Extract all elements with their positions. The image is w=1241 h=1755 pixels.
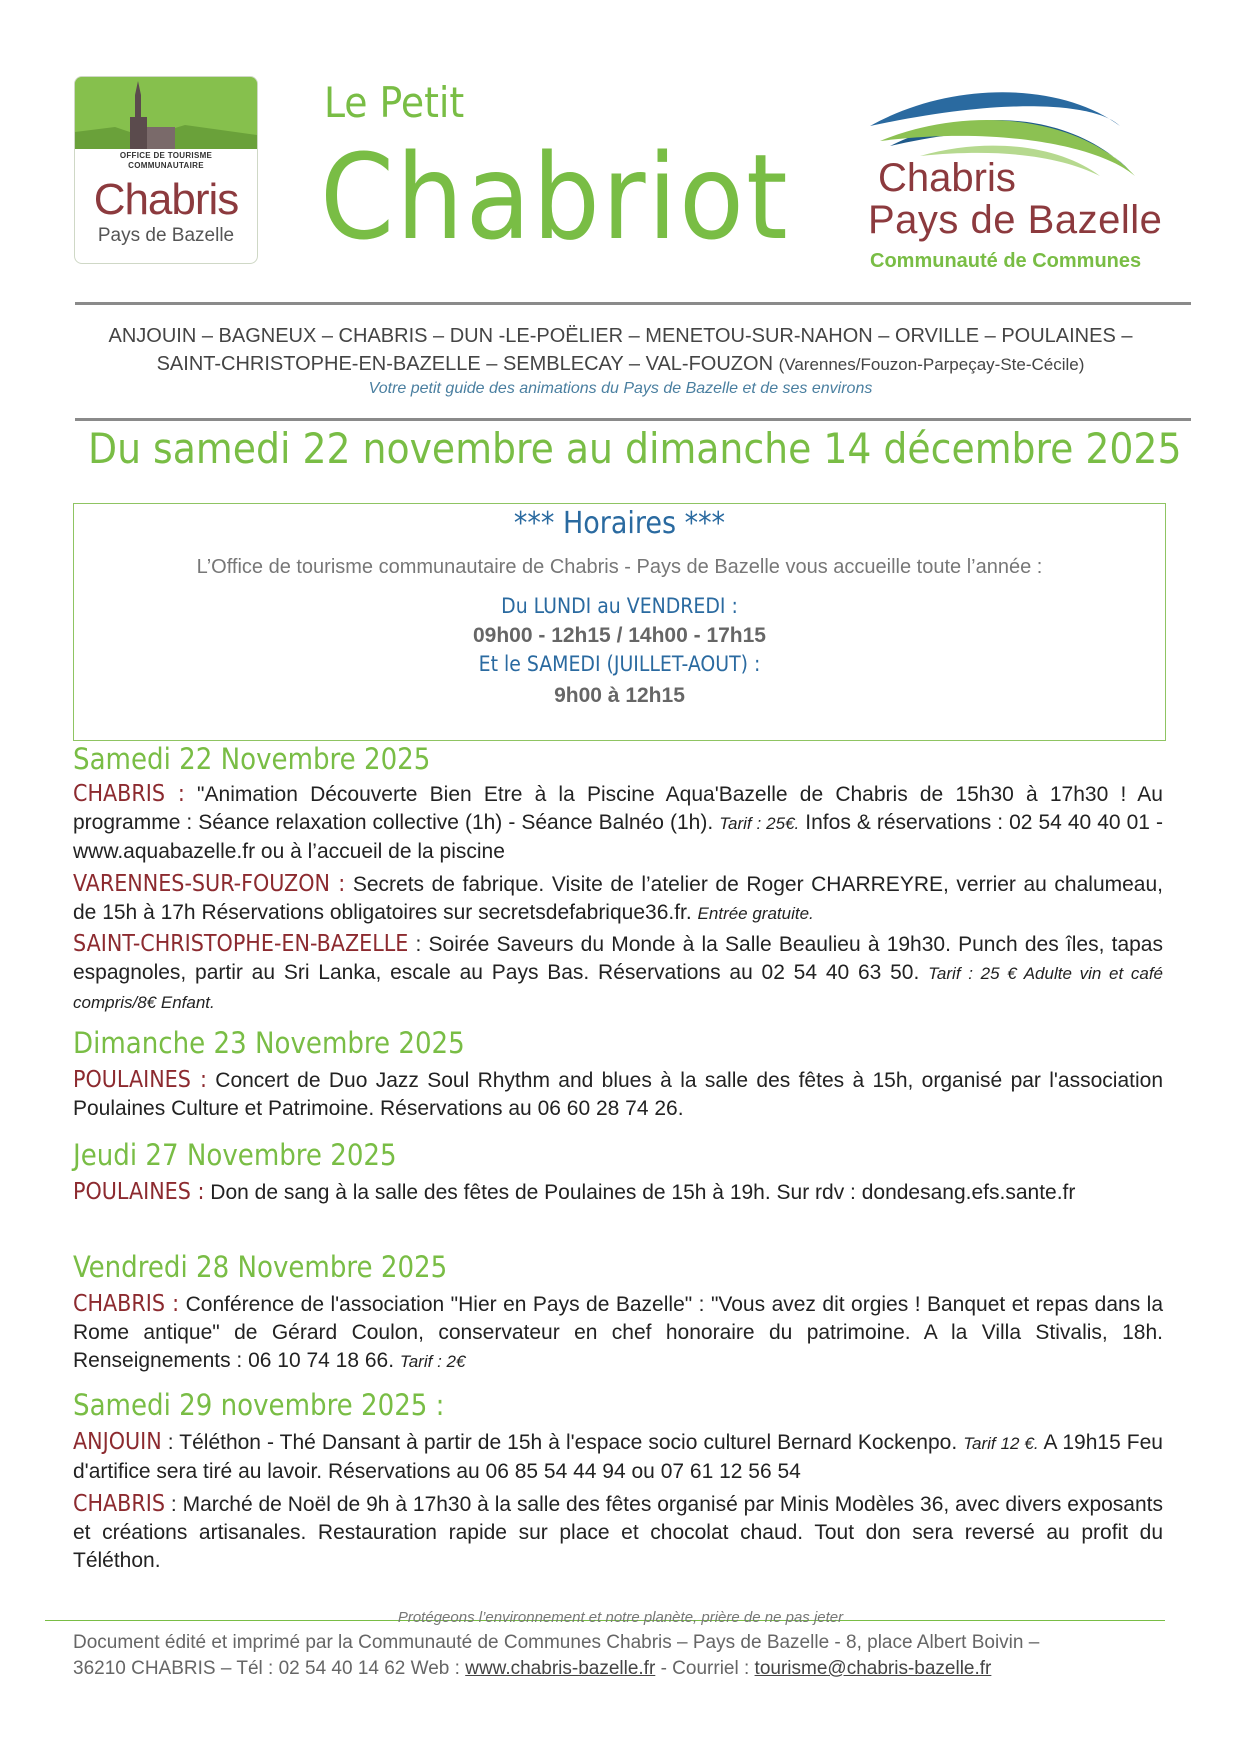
event-item: CHABRIS : "Animation Découverte Bien Etre à la Piscine Aqua'Bazelle de Chabris de 15h30 à 17h30 ! Au programme : Séance relaxation collective (1h) - Séance Balnéo (1h). Tarif : 25€. Infos & réservations : 02 54 40 40 01 - www.aquabazelle.fr ou à l’accueil de la piscine — [73, 781, 1164, 863]
date-range: Du samedi 22 novembre au dimanche 14 décembre 2025 — [88, 424, 1182, 473]
day-title: Dimanche 23 Novembre 2025 — [73, 1026, 465, 1060]
communaute-logo — [860, 86, 1180, 276]
hours-saturday-label: Et le SAMEDI (JUILLET-AOUT) : — [478, 652, 761, 676]
logo-chabris-name: Chabris — [93, 175, 239, 224]
title-chabriot: Chabriot — [320, 128, 790, 266]
hours-weekday-label: Du LUNDI au VENDREDI : — [501, 594, 738, 618]
logo-right-chabris: Chabris — [878, 156, 1016, 200]
office-tourisme-logo — [74, 76, 258, 264]
date-divider — [75, 418, 1191, 421]
logo-pays-label: Pays de Bazelle — [97, 225, 235, 246]
event-item: POULAINES : Don de sang à la salle des fêtes de Poulaines de 15h à 19h. Sur rdv : dondesang.efs.sante.fr — [73, 1179, 1076, 1205]
communes-list: ANJOUIN – BAGNEUX – CHABRIS – DUN -LE-POËLIER – MENETOU-SUR-NAHON – ORVILLE – POULAINES – SAINT-CHRISTOPHE-EN-BAZELLE – SEMBLECAY – VAL-FOUZON (Varennes/Fouzon-Parpeçay-Ste-Cécile) — [108, 325, 1133, 375]
website-link[interactable]: www.chabris-bazelle.fr — [465, 1658, 656, 1679]
event-item: VARENNES-SUR-FOUZON : Secrets de fabrique. Visite de l’atelier de Roger CHARREYRE, verrier au chalumeau, de 15h à 17h Réservations obligatoires sur secretsdefabrique36.fr. Entrée gratuite. — [73, 871, 1163, 924]
logo-office-label: OFFICE DE TOURISME COMMUNAUTAIRE — [119, 151, 213, 170]
logo-right-pays: Pays de Bazelle — [868, 198, 1163, 242]
day-title: Vendredi 28 Novembre 2025 — [73, 1250, 448, 1284]
email-link[interactable]: tourisme@chabris-bazelle.fr — [754, 1658, 992, 1679]
event-item: SAINT-CHRISTOPHE-EN-BAZELLE : Soirée Saveurs du Monde à la Salle Beaulieu à 19h30. Punch des îles, tapas espagnoles, partir au Sri Lanka, escale au Pays Bas. Réservations au 02 54 40 63 50. Tarif : 25 € Adulte vin et café compris/8€ Enfant. — [73, 931, 1163, 1012]
footer-eco-note: Protégeons l’environnement et notre planète, prière de ne pas jeter — [397, 1609, 844, 1626]
day-title: Samedi 22 Novembre 2025 — [73, 742, 431, 776]
day-title: Samedi 29 novembre 2025 : — [73, 1388, 445, 1422]
hours-title: *** Horaires *** — [513, 506, 726, 541]
hours-intro: L’Office de tourisme communautaire de Chabris - Pays de Bazelle vous accueille toute l’année : — [196, 556, 1043, 578]
tagline: Votre petit guide des animations du Pays de Bazelle et de ses environs — [368, 380, 873, 397]
event-item: CHABRIS : Marché de Noël de 9h à 17h30 à la salle des fêtes organisé par Minis Modèles 36, avec divers exposants et créations artisanales. Restauration rapide sur place et chocolat chaud. Tout don sera reversé au profit du Téléthon. — [73, 1491, 1163, 1572]
day-title: Jeudi 27 Novembre 2025 — [73, 1138, 397, 1172]
event-item: POULAINES : Concert de Duo Jazz Soul Rhythm and blues à la salle des fêtes à 15h, organisé par l'association Poulaines Culture et Patrimoine. Réservations au 06 60 28 74 26. — [73, 1067, 1163, 1120]
event-item: CHABRIS : Conférence de l'association "Hier en Pays de Bazelle" : "Vous avez dit orgies ! Banquet et repas dans la Rome antique" de Gérard Coulon, conservateur en chef honoraire du patrimoine. A la Villa Stivalis, 18h. Renseignements : 06 10 74 18 66. Tarif : 2€ — [73, 1291, 1163, 1372]
event-item: ANJOUIN : Téléthon - Thé Dansant à partir de 15h à l'espace socio culturel Bernard Kockenpo. Tarif 12 €. A 19h15 Feu d'artifice sera tiré au lavoir. Réservations au 06 85 54 44 94 ou 07 61 12 56 54 — [73, 1429, 1163, 1483]
title-le-petit: Le Petit — [324, 78, 465, 127]
header-divider — [75, 302, 1191, 305]
hours-box — [73, 503, 1166, 741]
church-illustration — [75, 77, 257, 149]
footer-contact: Document édité et imprimé par la Communauté de Communes Chabris – Pays de Bazelle - 8, place Albert Boivin – 36210 CHABRIS – Tél : 02 54 40 14 62 Web : www.chabris-bazelle.fr - Courriel : tourisme@chabris-bazelle.fr — [73, 1632, 1040, 1679]
logo-right-communaute: Communauté de Communes — [870, 250, 1142, 272]
hours-saturday-time: 9h00 à 12h15 — [554, 684, 685, 707]
hours-weekday-time: 09h00 - 12h15 / 14h00 - 17h15 — [472, 624, 766, 647]
